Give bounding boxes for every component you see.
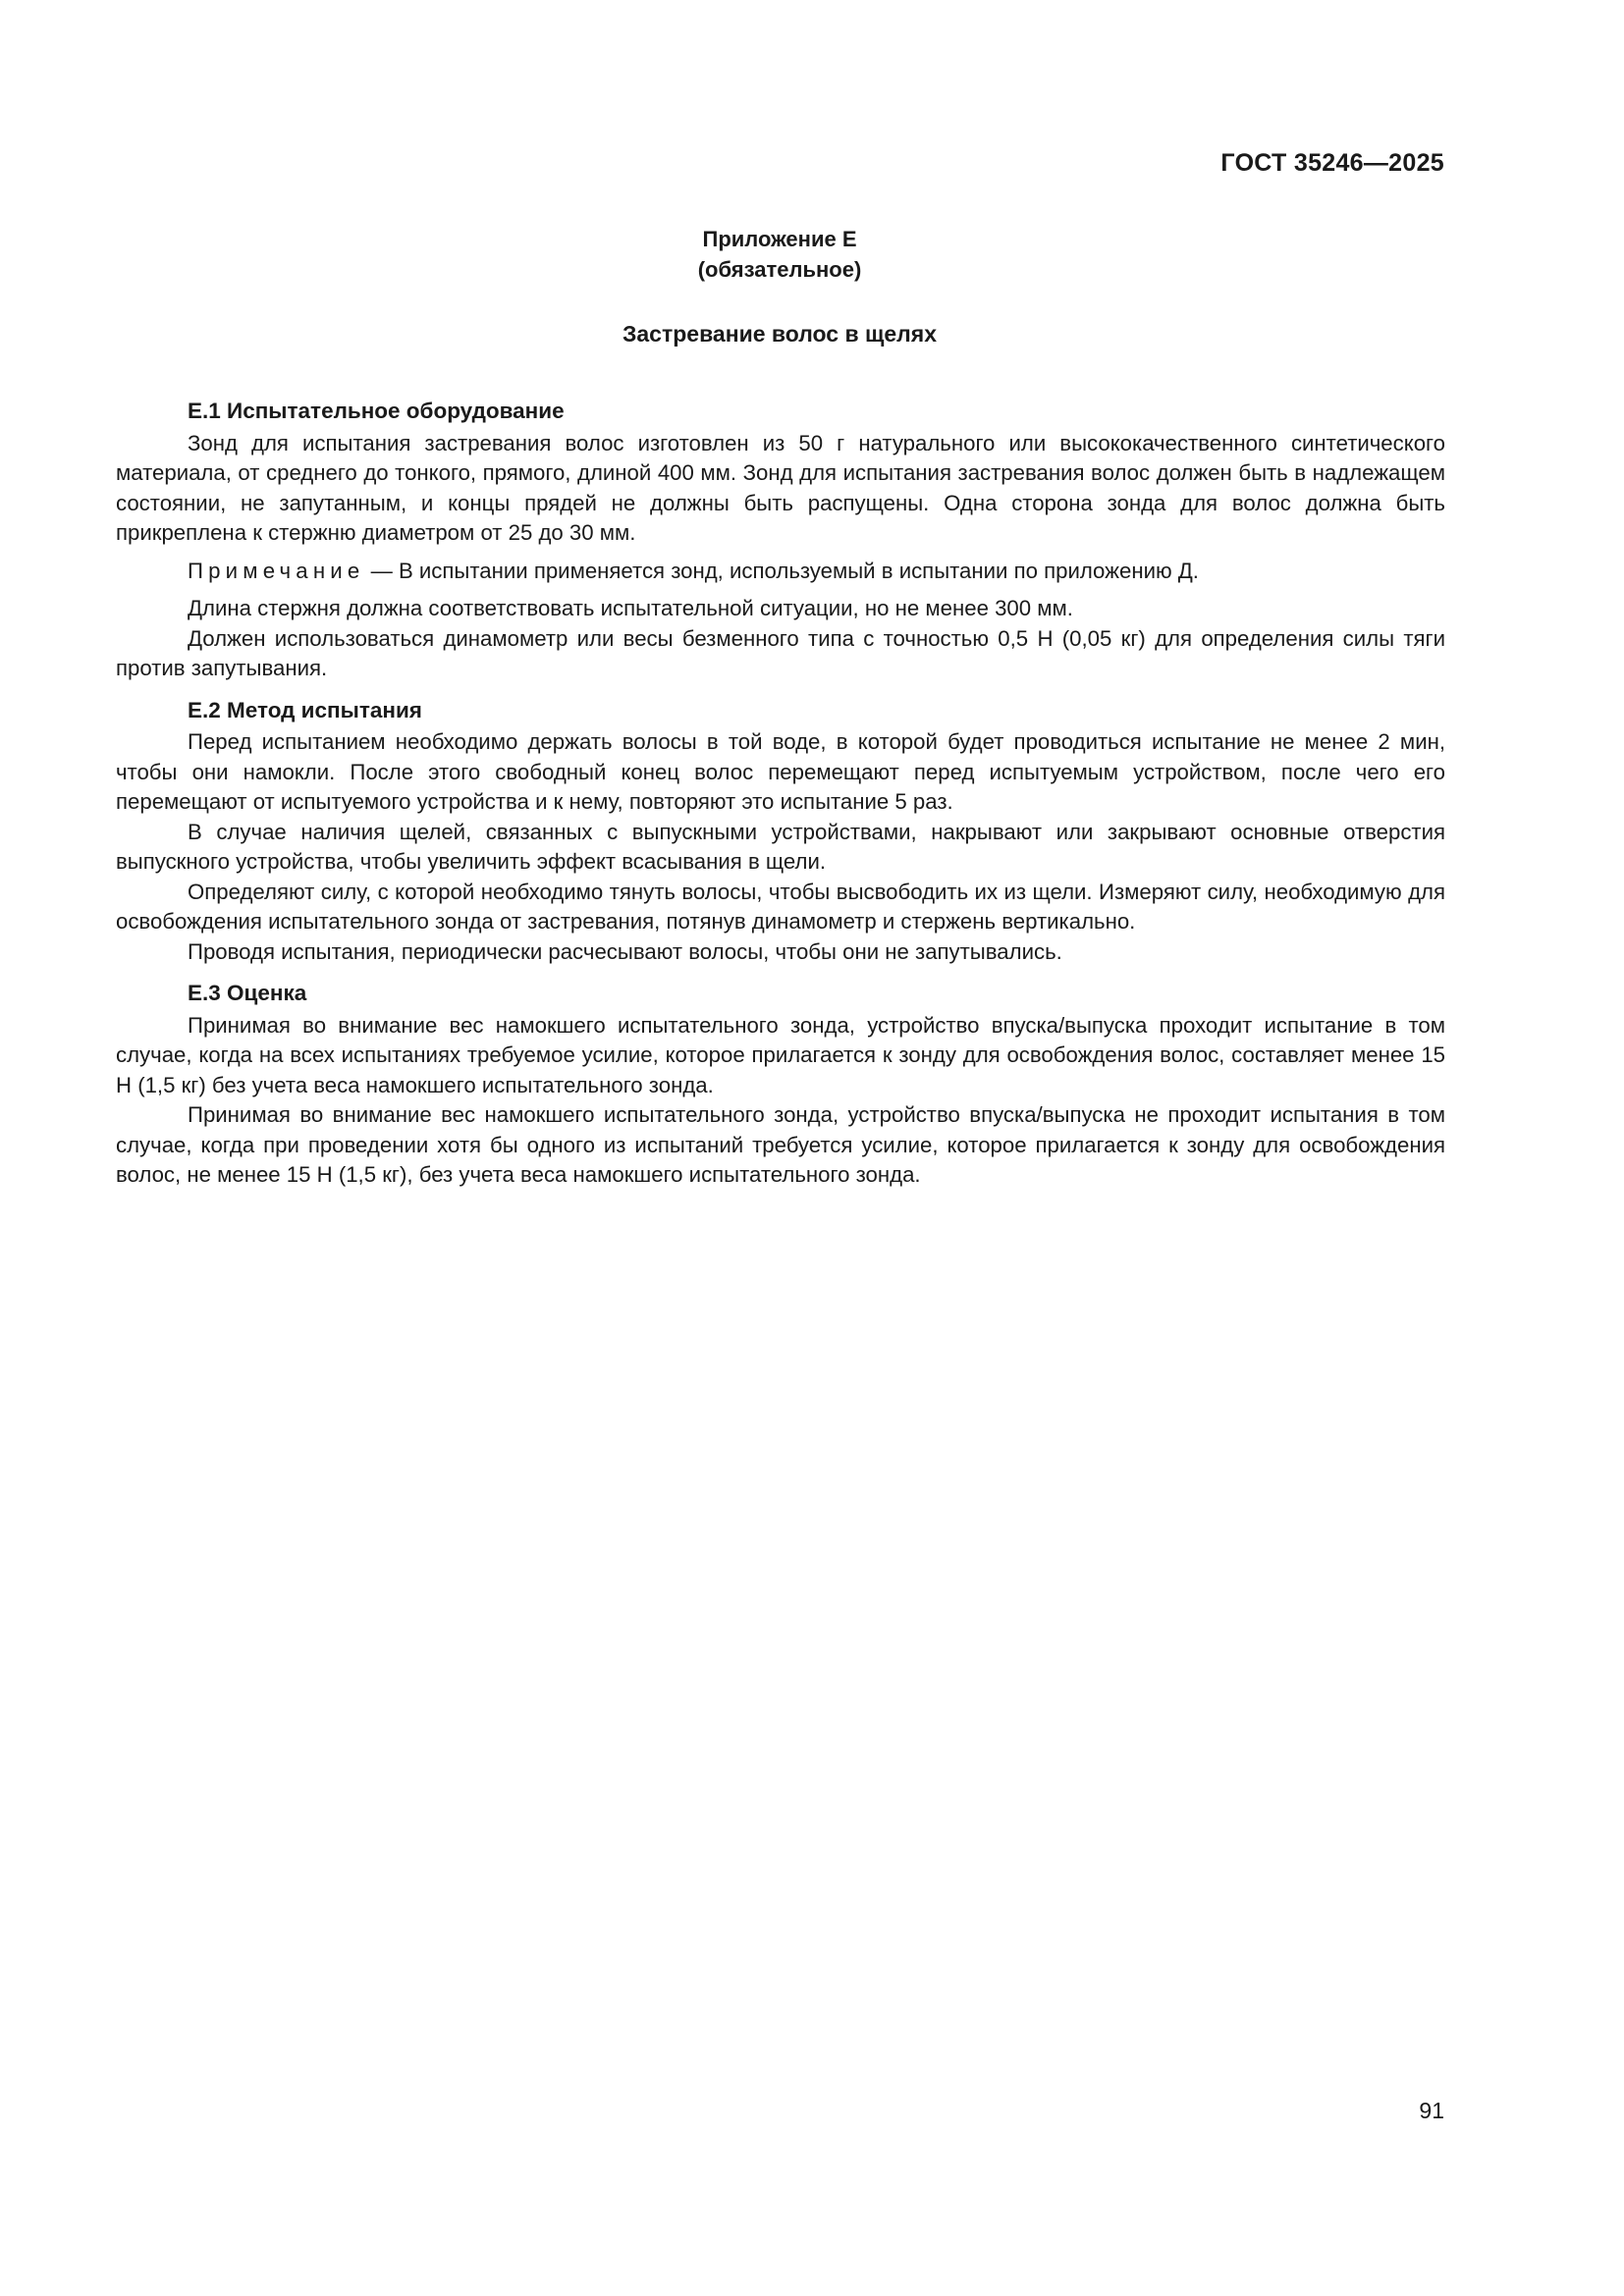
paragraph: Проводя испытания, периодически расчесывают волосы, чтобы они не запутывались. [188,938,1062,964]
section-heading-e2: Е.2 Метод испытания [188,697,422,722]
paragraph: Зонд для испытания застревания волос изготовлен из 50 г натурального или высококачественного синтетического материала, от среднего до тонкого, прямого, длиной 400 мм. Зонд для испытания застревания волос должен быть в надлежащем состоянии, не запутанным, и концы прядей не должны быть распущены. Одна сторона зонда для волос должна быть прикреплена к стержню диаметром от 25 до 30 мм. [116,430,1445,545]
appendix-heading [0,224,1559,285]
note-paragraph [116,557,1445,587]
paragraph: Перед испытанием необходимо держать волосы в той воде, в которой будет проводиться испытание не менее 2 мин, чтобы они намокли. После этого свободный конец волос перемещают перед испытуемым устройством, после чего его перемещают от испытуемого устройства и к нему, повторяют это испытание 5 раз. [116,729,1445,814]
document-body [116,397,1445,1191]
appendix-section-title: Застревание волос в щелях [622,321,938,347]
paragraph: Принимая во внимание вес намокшего испытательного зонда, устройство впуска/выпуска проходит испытание в том случае, когда на всех испытаниях требуемое усилие, которое прилагается к зонду для освобождения волос, составляет менее 15 Н (1,5 кг) без учета веса намокшего испытательного зонда. [116,1012,1445,1097]
note-label: Примечание [188,558,365,583]
paragraph: В случае наличия щелей, связанных с выпускными устройствами, накрывают или закрывают основные отверстия выпускного устройства, чтобы увеличить эффект всасывания в щели. [116,819,1445,874]
paragraph: Длина стержня должна соответствовать испытательной ситуации, но не менее 300 мм. [188,596,1073,620]
note-text: — В испытании применяется зонд, используемый в испытании по приложению Д. [364,558,1199,583]
paragraph: Должен использоваться динамометр или весы безменного типа с точностью 0,5 Н (0,05 кг) для определения силы тяги против запутывания. [116,625,1445,680]
document-code: ГОСТ 35246—2025 [1220,149,1444,177]
appendix-title: Приложение Е [702,227,857,251]
section-heading-e1: Е.1 Испытательное оборудование [188,399,565,423]
appendix-status: (обязательное) [697,257,862,282]
section-heading-e3: Е.3 Оценка [188,981,307,1005]
paragraph: Определяют силу, с которой необходимо тянуть волосы, чтобы высвободить их из щели. Измеряют силу, необходимую для освобождения испытательного зонда от застревания, потянув динамометр и стержень вертикально. [116,879,1445,934]
paragraph: Принимая во внимание вес намокшего испытательного зонда, устройство впуска/выпуска не проходит испытания в том случае, когда при проведении хотя бы одного из испытаний требуется усилие, которое прилагается к зонду для освобождения волос, не менее 15 Н (1,5 кг), без учета веса намокшего испытательного зонда. [116,1102,1445,1187]
page-number: 91 [1419,2098,1444,2123]
